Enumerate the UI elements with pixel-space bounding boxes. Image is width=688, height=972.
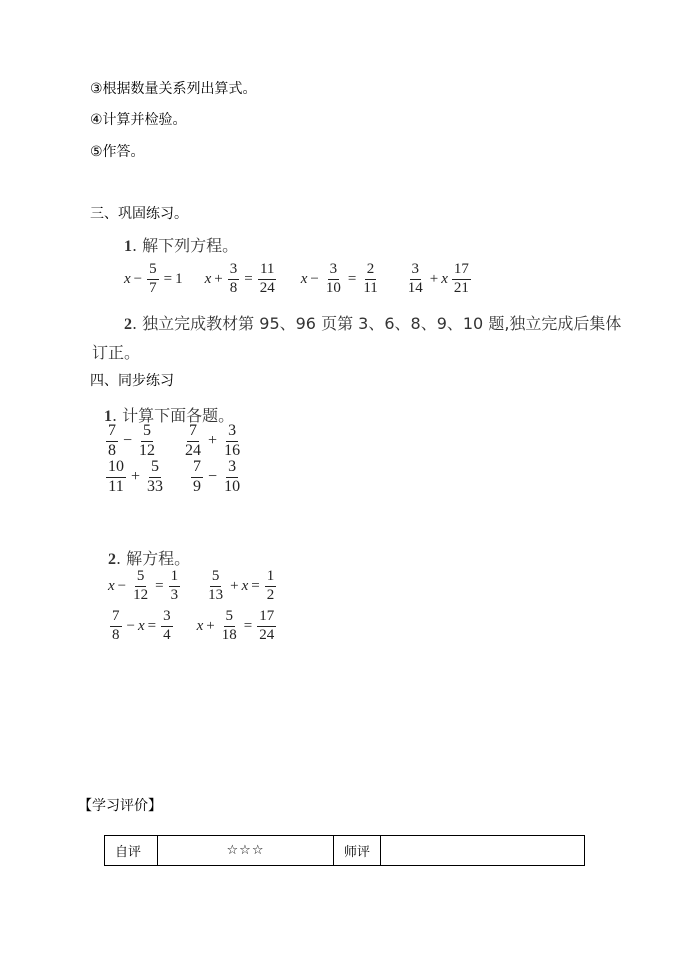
teacher-eval-value xyxy=(381,836,585,866)
eq3-result: $\frac{2}{11}$ xyxy=(363,261,378,296)
self-eval-stars: ☆☆☆ xyxy=(158,836,334,866)
section3-title: 三、巩固练习。 xyxy=(90,206,188,222)
teacher-eval-label: 师评 xyxy=(334,836,381,866)
eq1-fraction: $\frac{5}{7}$ xyxy=(149,261,157,296)
eq2-result: $\frac{11}{24}$ xyxy=(259,261,275,296)
step-2: ③根据数量关系列出算式。 xyxy=(90,81,257,97)
exercise2-heading xyxy=(108,546,190,569)
practice2-text: . 独立完成教材第 95、96 页第 3、6、8、9、10 题,独立完成后集体 xyxy=(132,314,622,333)
practice2-continuation: 订正。 xyxy=(92,343,141,362)
exercise1-row2: $\frac{10}{11}$ + $\frac{5}{33}$ $\frac{7}{9}$ − $\frac{3}{10}$ xyxy=(108,458,241,495)
evaluation-heading: 【学习评价】 xyxy=(78,798,162,814)
practice2-heading xyxy=(124,311,621,334)
practice1-equations: x − $\frac{5}{7}$ = 1 x + $\frac{3}{8}$ = $\frac{11}{24}$ x − $\frac{3}{10}$ = $\frac{2}{11}$ $\frac{3}{14}$ + x $\frac{17}{21}$ xyxy=(124,261,469,296)
evaluation-table xyxy=(104,835,585,866)
self-eval-label: 自评 xyxy=(105,836,158,866)
eq3-fraction: $\frac{3}{10}$ xyxy=(325,261,341,296)
exercise2-text: . 解方程。 xyxy=(116,549,191,568)
exercise1-text: . 计算下面各题。 xyxy=(112,406,235,425)
exercise2-row2: $\frac{7}{8}$ − x = $\frac{3}{4}$ x + $\frac{5}{18}$ = $\frac{17}{24}$ xyxy=(112,608,275,643)
eq2-x: x xyxy=(204,270,212,287)
exercise1-row1: $\frac{7}{8}$ − $\frac{5}{12}$ $\frac{7}{24}$ + $\frac{3}{16}$ xyxy=(108,422,241,459)
exercise2-row1: x − $\frac{5}{12}$ = $\frac{1}{3}$ $\frac{5}{13}$ + x = $\frac{1}{2}$ xyxy=(108,568,275,603)
section4-title: 四、同步练习 xyxy=(90,373,174,389)
exercise1-number: 1 xyxy=(104,408,112,425)
practice1-text: . 解下列方程。 xyxy=(132,236,239,255)
eq1-result: 1 xyxy=(175,270,183,287)
eq3-x: x xyxy=(300,270,308,287)
exercise2-number: 2 xyxy=(108,551,116,568)
step-4: ⑤作答。 xyxy=(90,144,145,160)
practice1-heading xyxy=(124,233,238,256)
practice2-number: 2 xyxy=(124,316,132,333)
eq4-result: $\frac{17}{21}$ xyxy=(453,261,469,296)
practice1-number: 1 xyxy=(124,238,132,255)
eq4-x: x xyxy=(441,270,448,287)
step-3: ④计算并检验。 xyxy=(90,112,187,128)
eq1-x: x xyxy=(124,270,131,287)
eq2-fraction: $\frac{3}{8}$ xyxy=(229,261,238,296)
eq4-fraction: $\frac{3}{14}$ xyxy=(407,261,423,296)
eq1-op: − xyxy=(133,270,143,287)
